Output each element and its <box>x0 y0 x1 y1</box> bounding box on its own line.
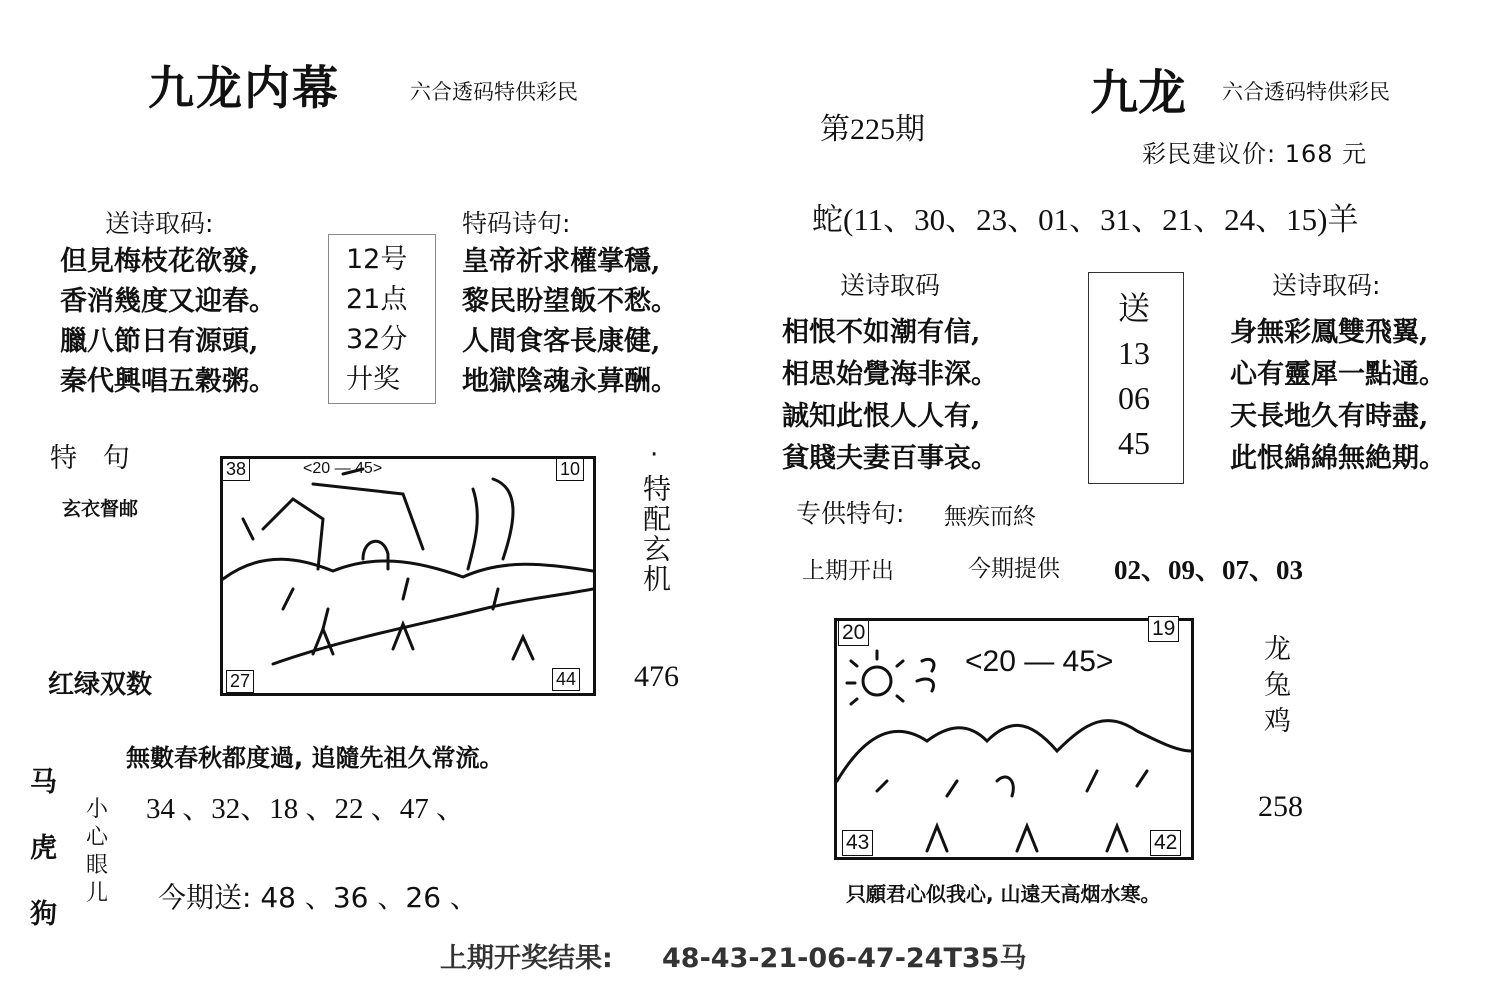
box-line: 廾奖 <box>346 364 400 395</box>
char: 心 <box>86 825 109 850</box>
char: 儿 <box>86 881 109 906</box>
poem-line: 天長地久有時盡, <box>1230 401 1429 432</box>
box-line: 12号 <box>346 244 408 275</box>
box-line: 21点 <box>346 284 408 315</box>
special-poem <box>462 242 678 402</box>
left-title: 九龙内幕 <box>148 61 340 115</box>
sketch-top-text: <20 — 45> <box>303 460 383 477</box>
corner-tr: 10 <box>556 458 584 481</box>
landscape-sketch <box>223 459 593 693</box>
char: 眼 <box>86 853 109 878</box>
box-line: 32分 <box>346 324 408 355</box>
poem-line: 臘八節日有源頭, <box>60 326 259 357</box>
animal: 虎 <box>30 833 57 864</box>
box-line: 45 <box>1118 425 1150 461</box>
animal: 兔 <box>1264 670 1291 701</box>
send-box-text <box>1118 286 1150 466</box>
animals-left <box>30 750 57 948</box>
animal: 龙 <box>1264 634 1291 665</box>
right-title: 九龙 <box>1090 65 1187 121</box>
price: 彩民建议价: 168 元 <box>1142 140 1368 168</box>
corner-bl: 27 <box>226 670 254 693</box>
left-center-box-text <box>346 240 407 400</box>
corner-bl: 43 <box>842 830 873 856</box>
left-sketch <box>220 456 596 696</box>
animals-right <box>1264 632 1291 740</box>
poem-line: 黎民盼望飯不愁。 <box>462 286 678 317</box>
poem-line: 相恨不如潮有信, <box>782 317 981 348</box>
animal: 鸡 <box>1264 706 1291 737</box>
right-poem-right <box>1230 312 1446 480</box>
result-value: 48-43-21-06-47-24T35马 <box>662 943 1027 974</box>
number-258: 258 <box>1258 790 1303 823</box>
corner-tl: 38 <box>222 458 250 481</box>
poem-line: 心有靈犀一點通。 <box>1230 359 1446 390</box>
corner-tr: 19 <box>1148 616 1179 642</box>
left-poem <box>60 242 276 402</box>
mountain-sketch <box>837 621 1191 857</box>
last-period-label: 上期开出 <box>802 558 894 584</box>
vertical-dot: · <box>650 440 659 470</box>
poem-line: 身無彩鳳雙飛翼, <box>1230 317 1429 348</box>
today-send: 今期送: 48 、36 、26 、 <box>158 881 478 914</box>
vertical-mystery: 特配玄机 <box>639 474 672 594</box>
corner-br: 44 <box>552 668 580 691</box>
provide-numbers: 02、09、07、03 <box>1114 555 1303 585</box>
left-bottom-poem: 無數春秋都度過, 追隨先祖久常流。 <box>126 744 504 772</box>
poem-line: 誠知此恨人人有, <box>782 401 981 432</box>
box-line: 06 <box>1118 380 1150 416</box>
poem-line: 地獄陰魂永萛酬。 <box>462 366 678 397</box>
result-label: 上期开奖结果: <box>440 943 613 974</box>
box-line: 13 <box>1118 335 1150 371</box>
corner-tl: 20 <box>838 620 869 646</box>
special-poem-label: 特码诗句: <box>462 209 571 238</box>
right-poem-label-right: 送诗取码: <box>1272 271 1381 300</box>
poem-line: 貧賤夫妻百事哀。 <box>782 443 998 474</box>
numbers-row: 34 、32、18 、22 、47 、 <box>146 793 466 825</box>
left-poem-label: 送诗取码: <box>105 209 214 238</box>
color-text: 红绿双数 <box>48 670 153 700</box>
poem-line: 人間食客長康健, <box>462 326 661 357</box>
special-phrase: 無疾而終 <box>944 504 1036 530</box>
poem-line: 但見梅枝花欲發, <box>60 246 259 277</box>
char: 小 <box>86 797 109 822</box>
careful-vertical <box>86 796 108 908</box>
right-poem-left <box>782 312 998 480</box>
issue-number: 第225期 <box>820 113 925 146</box>
right-sketch <box>834 618 1194 860</box>
right-subtitle: 六合透码特供彩民 <box>1222 80 1390 104</box>
te-ju-label: 特 句 <box>50 443 130 474</box>
corner-br: 42 <box>1150 830 1181 856</box>
animal: 马 <box>30 767 57 798</box>
right-bottom-poem: 只願君心似我心, 山遠天高烟水寒。 <box>846 882 1161 906</box>
poem-line: 此恨綿綿無絶期。 <box>1230 443 1446 474</box>
poem-line: 香消幾度又迎春。 <box>60 286 276 317</box>
poem-line: 皇帝祈求權掌穩, <box>462 246 661 277</box>
animal: 狗 <box>30 899 57 930</box>
sketch-top-text: <20 — 45> <box>965 645 1114 678</box>
right-poem-label-left: 送诗取码 <box>840 271 941 300</box>
snake-line: 蛇(11、30、23、01、31、21、24、15)羊 <box>812 202 1359 237</box>
special-phrase-label: 专供特句: <box>796 499 905 528</box>
left-subtitle: 六合透码特供彩民 <box>410 80 578 104</box>
number-476: 476 <box>634 660 679 693</box>
te-ju-text: 玄衣督邮 <box>62 498 139 520</box>
box-line: 送 <box>1118 290 1151 326</box>
poem-line: 秦代興唱五穀粥。 <box>60 366 276 397</box>
poem-line: 相思始覺海非深。 <box>782 359 998 390</box>
provide-label: 今期提供 <box>968 556 1060 582</box>
